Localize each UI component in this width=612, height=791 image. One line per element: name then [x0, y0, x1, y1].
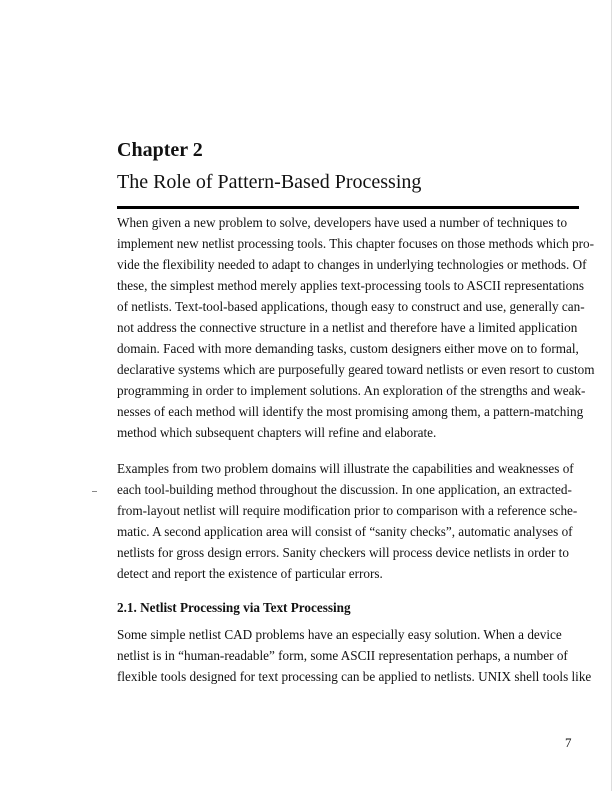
page-number: 7	[565, 735, 572, 750]
chapter-label: Chapter 2	[117, 139, 203, 161]
section-heading: 2.1. Netlist Processing via Text Processing	[117, 600, 351, 615]
chapter-title: The Role of Pattern-Based Processing	[117, 171, 422, 193]
text-line: programming in order to implement solutions. An exploration of the strengths and weak-	[117, 383, 586, 398]
text-line: each tool-building method throughout the discussion. In one application, an extracted-	[117, 482, 572, 497]
title-rule	[117, 206, 579, 209]
text-line: nesses of each method will identify the most promising among them, a pattern-matching	[117, 404, 584, 419]
text-line: netlists for gross design errors. Sanity checkers will process device netlists in order to	[117, 545, 569, 560]
text-line: these, the simplest method merely applies text-processing tools to ASCII representations	[117, 278, 584, 293]
text-line: implement new netlist processing tools. This chapter focuses on those methods which pro-	[117, 236, 594, 251]
text-line: not address the connective structure in a netlist and therefore have a limited application	[117, 320, 578, 335]
text-line: Examples from two problem domains will illustrate the capabilities and weaknesses of	[117, 461, 574, 476]
text-line: vide the flexibility needed to adapt to changes in underlying technologies or methods. Of	[117, 257, 587, 272]
text-line: of netlists. Text-tool-based applications, though easy to construct and use, generally can-	[117, 299, 585, 314]
text-line: domain. Faced with more demanding tasks, custom designers either move on to formal,	[117, 341, 579, 356]
text-line: Some simple netlist CAD problems have an especially easy solution. When a device	[117, 627, 562, 642]
text-line: flexible tools designed for text processing can be applied to netlists. UNIX shell tools like	[117, 669, 592, 684]
text-line: declarative systems which are purposefully geared toward netlists or even resort to custom	[117, 362, 595, 377]
text-line: matic. A second application area will consist of “sanity checks”, automatic analyses of	[117, 524, 573, 539]
text-line: from-layout netlist will require modification prior to comparison with a reference sche-	[117, 503, 578, 518]
margin-mark	[92, 491, 97, 492]
text-line: method which subsequent chapters will refine and elaborate.	[117, 425, 437, 440]
text-line: detect and report the existence of particular errors.	[117, 566, 383, 581]
text-line: netlist is in “human-readable” form, some ASCII representation perhaps, a number of	[117, 648, 568, 663]
text-line: When given a new problem to solve, developers have used a number of techniques to	[117, 215, 568, 230]
